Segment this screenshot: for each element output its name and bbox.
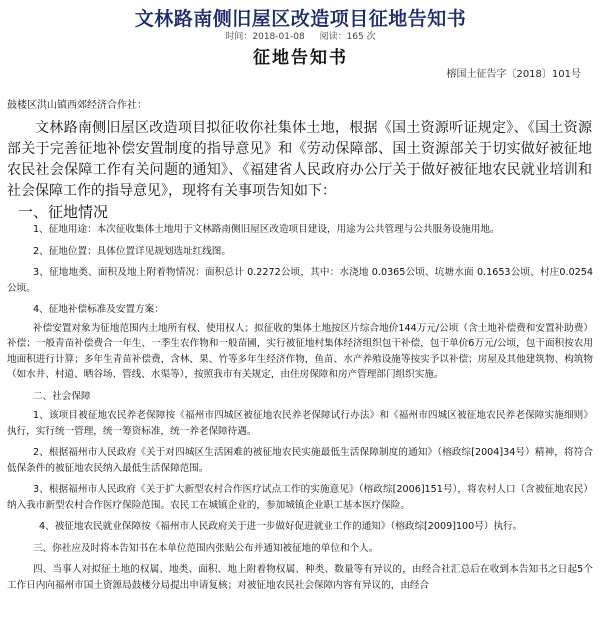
read-count bbox=[320, 32, 376, 42]
section-heading-land: 一、征地情况 bbox=[18, 203, 109, 221]
paragraph-minimum-living: 2、根据福州市人民政府《关于对四城区生活困难的被征地农民实施最低生活保障制度的通知》（榕政综[2004]34号）精神，将符合低保条件的被征地农民纳入最低生活保障范围。 bbox=[7, 447, 593, 474]
publish-time-value: 2018-01-08 bbox=[252, 32, 305, 42]
read-count-value: 165 次 bbox=[346, 32, 376, 42]
paragraph-pension: 1、该项目被征地农民养老保障按《福州市四城区被征地农民养老保障试行办法》和《福州市四城区被征地农民养老保障实施细则》执行，实行统一管理，统一筹资标准，统一养老保障待遇。 bbox=[7, 410, 593, 437]
intro-paragraph: 文林路南侧旧屋区改造项目拟征收你社集体土地，根据《国土资源听证规定》、《国土资源部关于完善征地补偿安置制度的指导意见》和《劳动保障部、国土资源部关于切实做好被征地农民社会保障工作有关问题的通知》、《福建省人民政府办公厅关于做好被征地农民就业培训和社会保障工作的指导意见》，现将有关事项告知如下： bbox=[7, 120, 592, 199]
article-meta bbox=[0, 29, 601, 42]
section-posting: 三、你社应及时将本告知书在本单位范围内张贴公布并通知被征地的单位和个人。 bbox=[33, 542, 379, 554]
paragraph-land-location: 2、征地位置：具体位置详见规划选址红线图。 bbox=[33, 245, 231, 257]
addressee: 鼓楼区洪山镇西郊经济合作社： bbox=[7, 100, 147, 111]
article-title: 文林路南侧旧屋区改造项目征地告知书 bbox=[134, 8, 467, 30]
paragraph-employment: 4、被征地农民就业保障按《福州市人民政府关于进一步做好促进就业工作的通知》（榕政综[2009]100号）执行。 bbox=[39, 521, 523, 532]
publish-time bbox=[225, 32, 304, 42]
paragraph-compensation-detail: 补偿安置对象为征地范围内土地所有权、使用权人；拟征收的集体土地按区片综合地价144万元/公顷（含土地补偿费和安置补助费）补偿；一般青苗补偿费合一年生、一季生农作物和一般苗圃，实行被征地村集体经济组织包干补偿，包干单价6万元/公顷，包干面积按农用地面积进行计算；多年生青苗补偿费，含林、果、竹等多年生经济作物，鱼苗、水产养殖设施等按实予以补偿；房屋及其他建筑物、构筑物（如水井、村道、晒谷场、管线、水渠等），按照我市有关规定，由住房保障和房产管理部门组织实施。 bbox=[7, 322, 593, 380]
document-number: 榕国土征告字〔2018〕101号 bbox=[446, 69, 581, 80]
document-title: 征地告知书 bbox=[253, 48, 348, 68]
paragraph-land-area: 3、征地地类、面积及地上附着物情况：面积总计 0.2272公顷，其中：水浇地 0.0365公顷、坑塘水面 0.1653公顷、村庄0.0254公顷。 bbox=[7, 267, 593, 294]
publish-time-label: 时间： bbox=[225, 32, 253, 42]
document-body bbox=[7, 222, 593, 599]
read-count-label: 阅读： bbox=[319, 32, 347, 42]
section-objection: 四、当事人对拟征土地的权属、地类、面积、地上附着物权属、种类、数量等有异议的，由经合社汇总后在收到本告知书之日起5个工作日内向福州市国土资源局鼓楼分局提出申请复核；对被征地农民社会保障内容有异议的，由经合 bbox=[7, 564, 593, 591]
paragraph-land-use: 1、征地用途：本次征收集体土地用于文林路南侧旧屋区改造项目建设，用途为公共管理与公共服务设施用地。 bbox=[33, 224, 500, 235]
paragraph-compensation-heading: 4、征地补偿标准及安置方案： bbox=[33, 304, 164, 315]
paragraph-medical: 3、根据福州市人民政府《关于扩大新型农村合作医疗试点工作的实施意见》（榕政综[2006]151号），将农村人口（含被征地农民）纳入我市新型农村合作医疗保险范围。农民工在城镇企业的，参加城镇企业职工基本医疗保险。 bbox=[7, 484, 593, 511]
section-heading-social-security: 二、社会保障 bbox=[33, 390, 91, 402]
